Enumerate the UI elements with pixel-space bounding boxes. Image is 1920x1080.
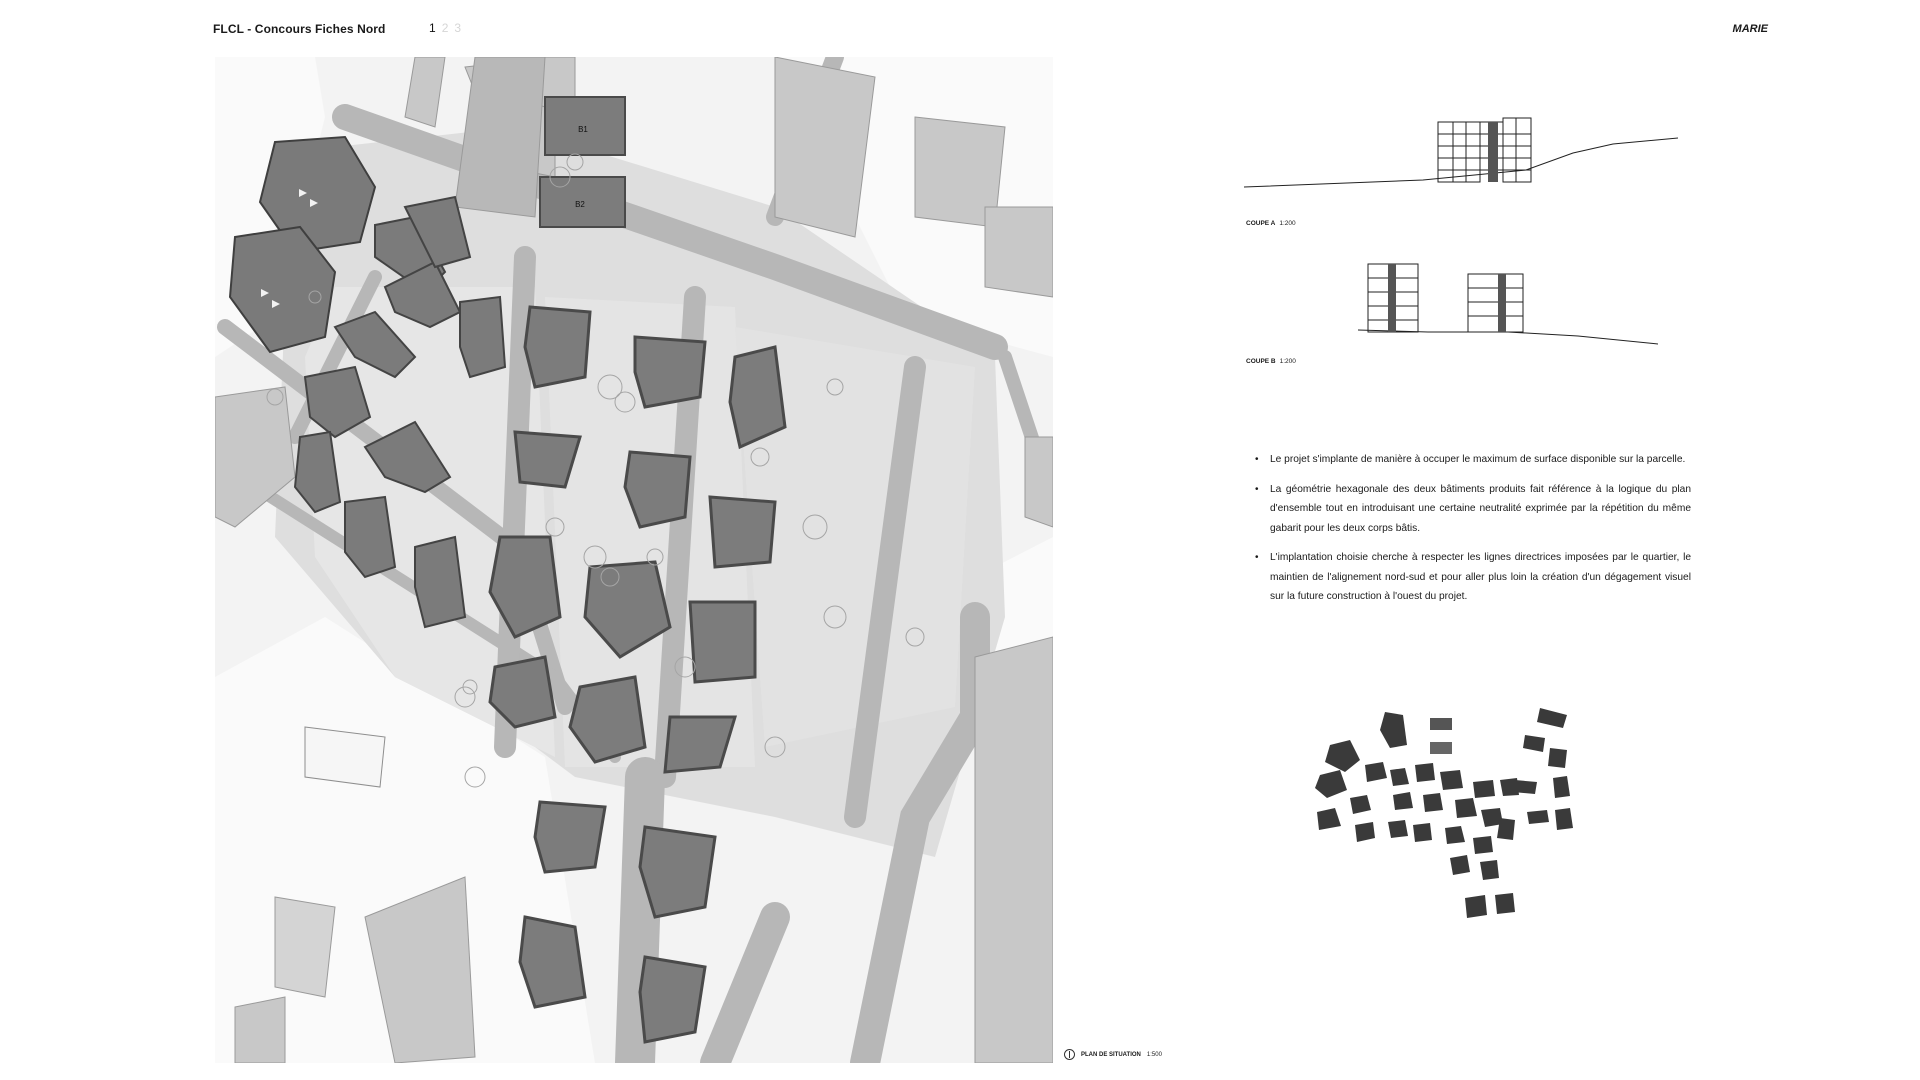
site-plan-scale: 1:500 [1146,1051,1162,1058]
page-link-1[interactable]: 1 [429,21,436,35]
project-description [1250,450,1691,617]
section-b-scale: 1:200 [1279,358,1296,365]
page-link-2[interactable]: 2 [441,21,449,35]
section-a-drawing [1238,108,1678,188]
author-name: MARIE [1732,23,1768,35]
site-plan-caption [1064,1049,1162,1060]
section-b-caption [1246,358,1296,365]
description-item: • La géométrie hexagonale des deux bâtiments produits fait référence à la logique du plan d'ensemble tout en introduisant une certaine neutralité exprimée par la répétition du même gabarit pour les deux corps bâtis. [1250,480,1691,539]
building-label-b2: B2 [575,200,585,209]
section-b-title: COUPE B [1246,358,1276,365]
section-a-title: COUPE A [1246,220,1276,227]
page-link-3[interactable]: 3 [454,21,462,35]
page-navigation [429,21,461,35]
building-label-b1: B1 [578,125,588,134]
site-plan-drawing [215,57,1053,1063]
section-b-drawing [1358,254,1658,346]
header-title: FLCL - Concours Fiches Nord [213,22,386,36]
section-a-caption [1246,220,1296,227]
site-plan-title: PLAN DE SITUATION [1081,1051,1141,1058]
figure-ground-diagram [1305,700,1585,940]
north-arrow-icon [1064,1049,1075,1060]
description-item: • Le projet s'implante de manière à occuper le maximum de surface disponible sur la parcelle. [1250,450,1691,470]
section-a-scale: 1:200 [1279,220,1296,227]
site-plan [215,57,1053,1063]
description-item: • L'implantation choisie cherche à respecter les lignes directrices imposées par le quartier, le maintien de l'alignement nord-sud et pour aller plus loin la création d'un dégagement visuel sur la future construction à l'ouest du projet. [1250,548,1691,607]
